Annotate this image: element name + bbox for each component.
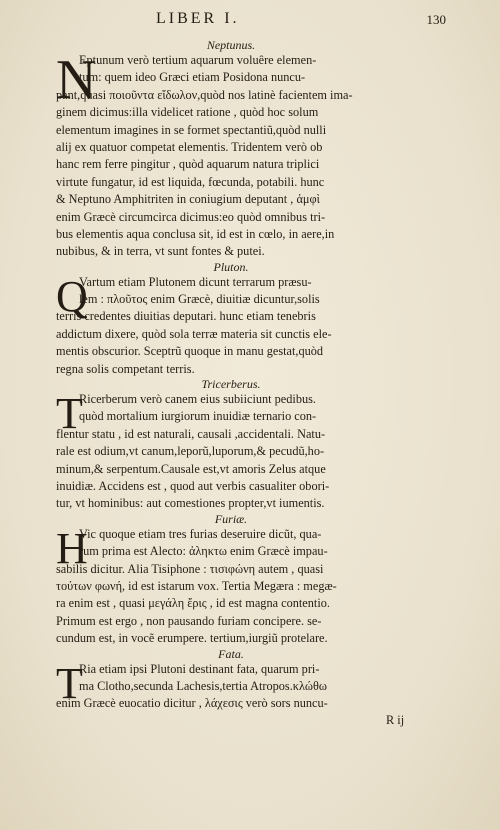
text-line: terris credentes diuitias deputari. hunc etiam tenebris	[56, 309, 316, 324]
text-line: Primum est ergo , non pausando furiam concipere. se-	[56, 613, 322, 628]
text-line: rale est odium,vt canum,leporũ,luporum,& pecudũ,ho-	[56, 444, 325, 459]
text-line: inuidiæ. Accidens est , quod aut verbis casualiter obori-	[56, 478, 330, 493]
text-line: tur, vt hominibus: aut comestiones propter,vt iumentis.	[56, 496, 325, 511]
text-line: cundum est, in vocẽ erumpere. tertium,iurgiũ protelare.	[56, 631, 328, 646]
text-line: mentis obscurior. Sceptrũ quoque in manu gestat,quòd	[56, 344, 324, 359]
text-line: Ricerberum verò canem eius subiiciunt pedibus.	[79, 392, 316, 407]
text-line: virtute fungatur, id est liquida, fœcunda, potabili. hunc	[56, 174, 325, 189]
section-heading-neptunus: Neptunus.	[206, 38, 256, 52]
section-heading-tricerberus: Tricerberus.	[201, 377, 261, 392]
text-line: ginem dicimus:illa videlicet ratione , quòd hoc solum	[56, 105, 319, 120]
drop-cap-initial: H	[56, 523, 88, 573]
text-line: hanc rem ferre pingitur , quòd aquarum natura triplici	[56, 157, 320, 172]
text-line: addictum dixere, quòd sola terræ materia sit cunctis ele-	[56, 326, 332, 341]
text-line: bus elementis aqua conclusa sit, id est in cœlo, in aere,in	[56, 226, 335, 241]
section-heading-fata: Fata.	[218, 646, 244, 661]
text-line: lem : πλοῦτος enim Græcè, diuitiæ dicuntur,solis	[79, 292, 320, 307]
text-line: sabilis dicitur. Alia Tisiphone : τισιφώνη autem , quasi	[56, 561, 324, 576]
drop-cap-initial: N	[56, 49, 97, 111]
text-line: Vartum etiam Plutonem dicunt terrarum præsu-	[79, 274, 312, 289]
signature-row	[56, 713, 406, 730]
text-line: quòd mortalium iurgiorum inuidiæ ternario con-	[79, 409, 317, 424]
text-line: flentur statu , id est naturali, causali ,accidentali. Natu-	[56, 426, 326, 441]
text-line: alij ex quatuor competat elementis. Tridentem verò ob	[56, 139, 323, 154]
text-line: τούτων φωνή, id est istarum vox. Tertia Megæra : megæ-	[56, 578, 337, 593]
signature-mark: R ij	[386, 712, 405, 727]
page-header	[60, 10, 446, 32]
text-line: enim Græcè euocatio dicitur , λάχεσις verò sors nuncu-	[56, 696, 328, 711]
text-line: pant,quasi ποιοῦντα εἴδωλον,quòd nos latinè facientem ima-	[56, 87, 353, 102]
main-text-block	[56, 39, 406, 730]
drop-cap-initial: Q	[56, 271, 88, 321]
text-line: Vic quoque etiam tres furias deseruire dicũt, qua-	[79, 526, 322, 541]
section-heading-pluton: Pluton.	[213, 259, 249, 274]
page-number: 130	[426, 12, 446, 27]
text-line: Eptunum verò tertium aquarum voluêre elemen-	[79, 53, 317, 67]
text-line: minum,& serpentum.Causale est,vt amoris Zelus atque	[56, 461, 326, 476]
text-line: ma Clotho,secunda Lachesis,tertia Atropos.κλώθω	[79, 678, 328, 693]
text-line: nubibus, & in terra, vt sunt fontes & putei.	[56, 244, 265, 259]
text-line: enim Græcè circumcirca dicimus:eo quòd omnibus tri-	[56, 209, 326, 224]
section-fata	[56, 658, 406, 713]
running-title: LIBER I.	[156, 10, 240, 27]
text-line: ra enim est , quasi μεγάλη ἔρις , id est magna contentio.	[56, 596, 330, 611]
text-line: elementum imagines in se formet spectantiũ,quòd nulli	[56, 122, 327, 137]
section-neptunus	[56, 49, 406, 261]
text-line: tum: quem ideo Græci etiam Posidona nuncu-	[79, 70, 306, 85]
text-line: rum prima est Alecto: ἀληκτω enim Græcè impau-	[79, 544, 328, 559]
text-line: Ria etiam ipsi Plutoni destinant fata, quarum pri-	[79, 661, 320, 676]
section-heading-furiae: Furiæ.	[214, 511, 248, 526]
section-furiae	[56, 523, 406, 648]
section-pluton	[56, 271, 406, 378]
drop-cap-initial: T	[56, 389, 83, 439]
text-line: & Neptuno Amphitriten in coniugium deputant , ἀμφὶ	[56, 192, 320, 207]
drop-cap-initial: T	[56, 658, 83, 708]
section-tricerberus	[56, 391, 406, 513]
text-line: regna solis competant terris.	[56, 361, 195, 376]
